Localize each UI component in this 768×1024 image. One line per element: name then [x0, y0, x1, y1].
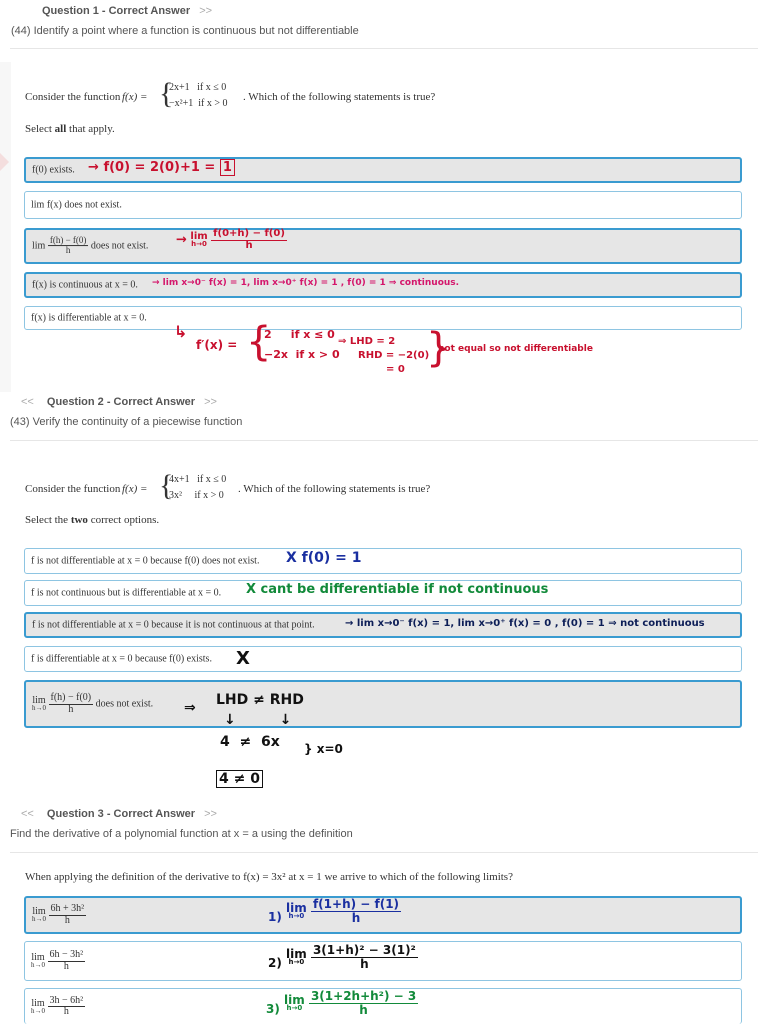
- q2-note-2: X cant be differentiable if not continuous: [246, 582, 549, 597]
- q1-option-3[interactable]: lim $\frac{f(h) - f(0)}{h}$ does not exist.: [24, 228, 742, 264]
- q2-option-1[interactable]: f is not differentiable at x = 0 because f(0) does not exist.: [24, 548, 742, 574]
- q3-note-1: 1) lim h→0 $\frac{f(1+h) - f(1)}{h}$: [268, 897, 400, 925]
- q2-instruction: Select the two correct options.: [25, 514, 160, 526]
- q2-note-5: ⇒ LHD ≠ RHD ↓ ↓ 4 ≠ 6x } x=0 4 ≠ 0: [184, 692, 343, 787]
- q1-option-2[interactable]: lim f(x) does not exist.: [24, 191, 742, 219]
- q2-header: << Question 2 - Correct Answer >>: [21, 396, 217, 408]
- brace: {: [159, 77, 174, 110]
- q1-note-4: → lim x→0⁻ f(x) = 1, lim x→0⁺ f(x) = 1 , f(0) = 1 ⇒ continuous.: [152, 278, 460, 288]
- divider: [10, 852, 758, 853]
- divider: [10, 48, 758, 49]
- q2-option-3[interactable]: f is not differentiable at x = 0 because it is not continuous at that point.: [24, 612, 742, 638]
- next-chevron-icon[interactable]: >>: [199, 5, 213, 17]
- left-margin-strip: [0, 62, 11, 392]
- q2-note-1: X f(0) = 1: [286, 550, 362, 566]
- q1-option-4[interactable]: f(x) is continuous at x = 0.: [24, 272, 742, 298]
- q3-note-2: 2) lim h→0 $\frac{\text{3(1+h)² − 3(1)²}}{h}$: [268, 943, 416, 971]
- q1-stem: Consider the function f(x) = { 2x+1 if x ≤ 0 −x²+1 if x > 0 . Which of the following statements is true?: [25, 77, 436, 110]
- q1-header: Question 1 - Correct Answer >>: [42, 5, 213, 17]
- q1-option-5[interactable]: f(x) is differentiable at x = 0.: [24, 306, 742, 330]
- q3-header: << Question 3 - Correct Answer >>: [21, 808, 217, 820]
- q3-subtitle: Find the derivative of a polynomial function at x = a using the definition: [10, 828, 353, 840]
- q1-note-5: ↳ f′(x) = { 2 if x ≤ 0 −2x if x > 0 ⇒ LHD = 2 RHD = −2(0) = 0 } not equal so not differentiable: [174, 319, 593, 375]
- prev-chevron-icon[interactable]: <<: [21, 396, 34, 408]
- q1-option-1[interactable]: f(0) exists.: [24, 157, 742, 183]
- next-chevron-icon[interactable]: >>: [204, 396, 217, 408]
- prev-chevron-icon[interactable]: <<: [21, 808, 34, 820]
- q1-note-3: → lim h→0 $\frac{f(0+h) - f(0)}{h}$: [176, 228, 285, 251]
- q2-option-5[interactable]: lim h→0 $\frac{f(h) - f(0)}{h}$ does not exist.: [24, 680, 742, 728]
- q2-stem: Consider the function f(x) = { 4x+1 if x ≤ 0 3x² if x > 0 . Which of the following statements is true?: [25, 469, 431, 502]
- q2-note-4: X: [236, 648, 250, 669]
- divider: [10, 440, 758, 441]
- q2-option-2[interactable]: f is not continuous but is differentiable at x = 0.: [24, 580, 742, 606]
- q3-option-1[interactable]: lim h→0 $\frac{\text{6h + 3h²}}{h}$: [24, 896, 742, 934]
- q3-option-3[interactable]: lim h→0 $\frac{\text{3h − 6h²}}{h}$: [24, 988, 742, 1024]
- q1-note-1: → f(0) = 2(0)+1 = 1: [88, 160, 235, 175]
- curved-arrow-icon: ↳: [174, 322, 188, 341]
- q2-option-4[interactable]: f is differentiable at x = 0 because f(0) exists.: [24, 646, 742, 672]
- next-chevron-icon[interactable]: >>: [204, 808, 217, 820]
- brace: {: [159, 469, 174, 502]
- q1-subtitle: (44) Identify a point where a function is continuous but not differentiable: [11, 25, 359, 37]
- q2-note-3: → lim x→0⁻ f(x) = 1, lim x→0⁺ f(x) = 0 , f(0) = 1 ⇒ not continuous: [345, 618, 705, 629]
- q2-subtitle: (43) Verify the continuity of a piecewise function: [10, 416, 243, 428]
- q3-stem: When applying the definition of the derivative to f(x) = 3x² at x = 1 we arrive to which of the following limits?: [25, 871, 513, 883]
- q1-instruction: Select all that apply.: [25, 123, 115, 135]
- pointer-marker: [0, 153, 9, 171]
- q3-option-2[interactable]: lim h→0 $\frac{\text{6h − 3h²}}{h}$: [24, 941, 742, 981]
- q3-note-3: 3) lim h→0 $\frac{\text{3(1+2h+h²) − 3}}{h}$: [266, 989, 417, 1017]
